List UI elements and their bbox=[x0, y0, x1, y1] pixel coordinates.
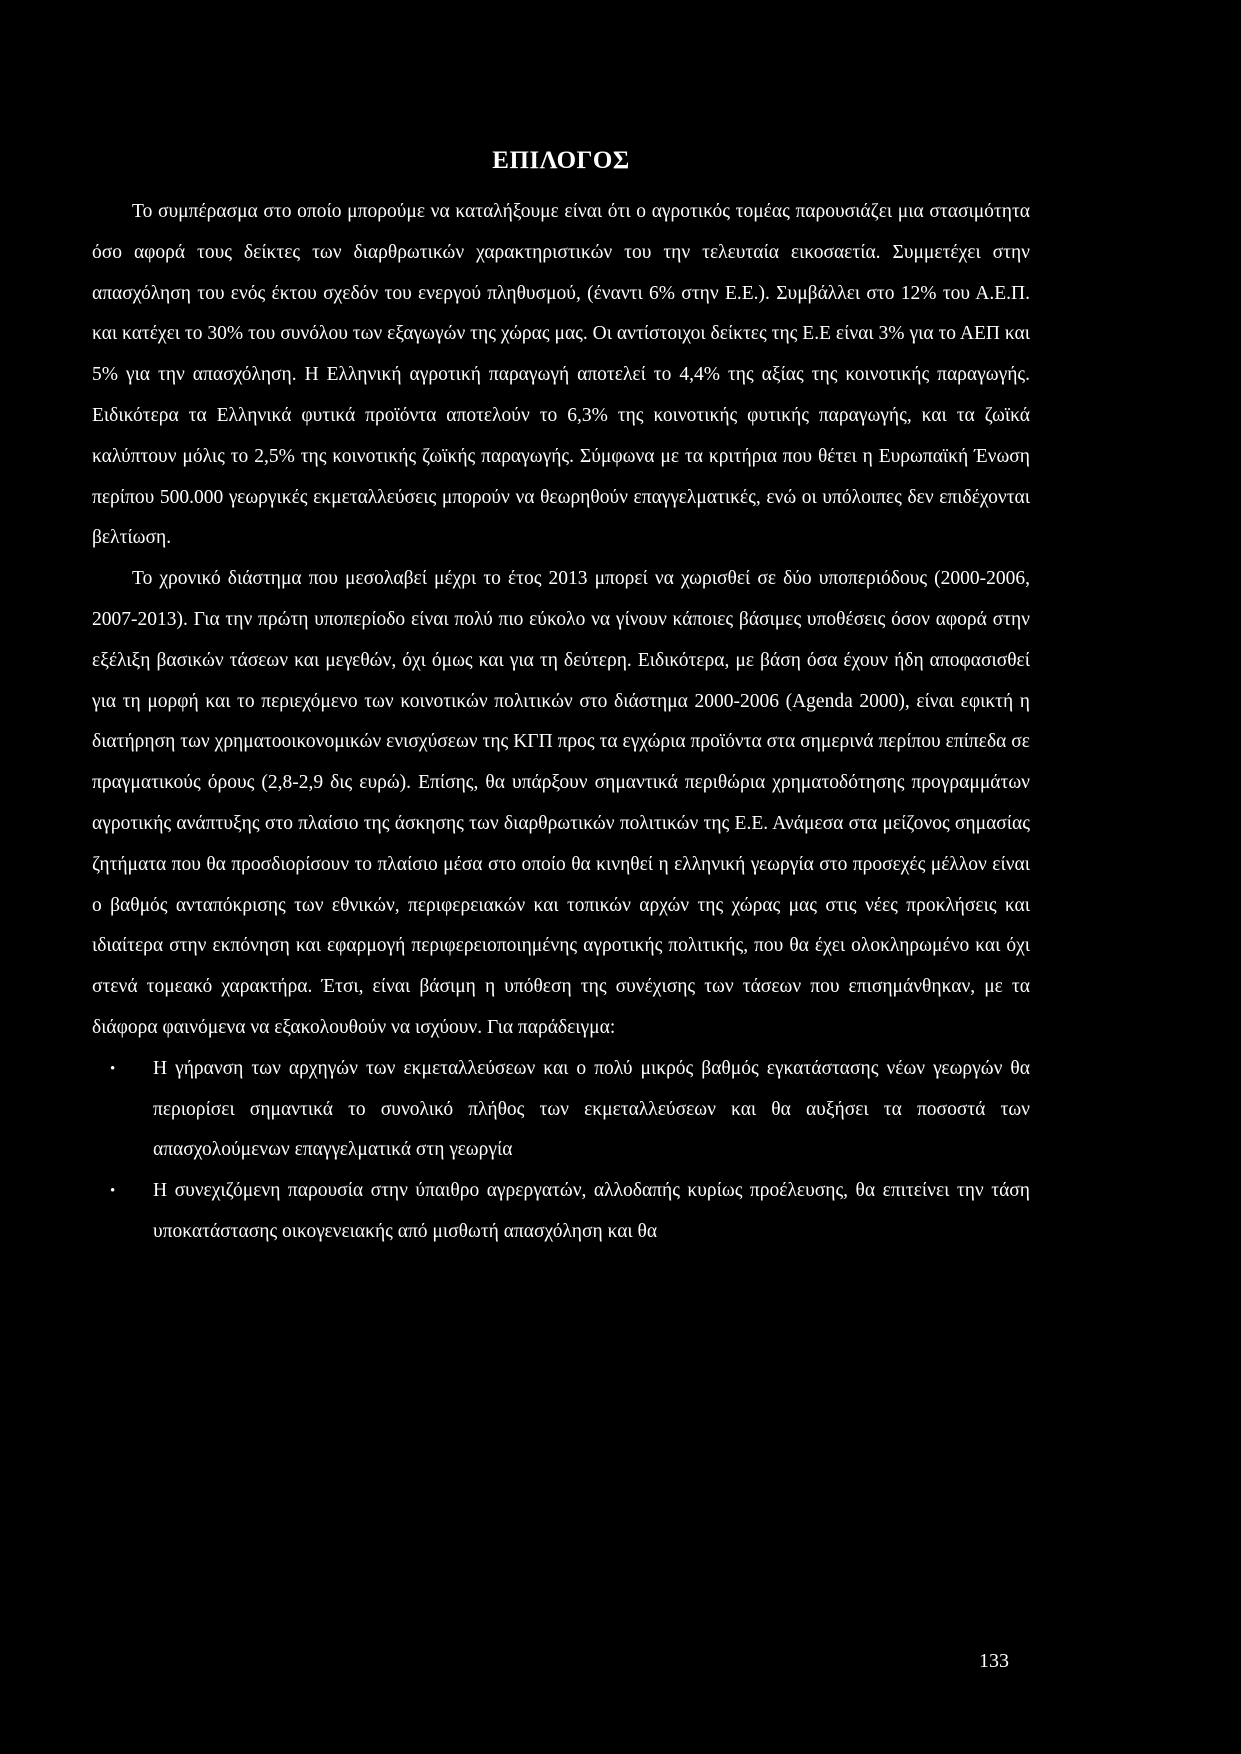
bullet-icon: • bbox=[110, 1060, 116, 1077]
document-title: ΕΠΙΛΟΓΟΣ bbox=[492, 147, 630, 174]
bullet-list bbox=[92, 1049, 1030, 1253]
document-body bbox=[92, 192, 1030, 1253]
bullet-item-text: Η γήρανση των αρχηγών των εκμεταλλεύσεων και ο πολύ μικρός βαθμός εγκατάστασης νέων γεωργών θα περιορίσει σημαντικά το συνολικό πλήθος των εκμεταλλεύσεων και θα αυξήσει τα ποσοστά των απασχολούμενων επαγγελματικά στη γεωργία bbox=[153, 1057, 1030, 1161]
paragraph-2: Το χρονικό διάστημα που μεσολαβεί μέχρι το έτος 2013 μπορεί να χωρισθεί σε δύο υποπεριόδους (2000-2006, 2007-2013). Για την πρώτη υποπερίοδο είναι πολύ πιο εύκολο να γίνουν κάποιες βάσιμες υποθέσεις όσον αφορά στην εξέλιξη βασικών τάσεων και μεγεθών, όχι όμως και για τη δεύτερη. Ειδικότερα, με βάση όσα έχουν ήδη αποφασισθεί για τη μορφή και το περιεχόμενο των κοινοτικών πολιτικών στο διάστημα 2000-2006 (Agenda 2000), είναι εφικτή η διατήρηση των χρηματοοικονομικών ενισχύσεων της ΚΓΠ προς τα εγχώρια προϊόντα στα σημερινά περίπου επίπεδα σε πραγματικούς όρους (2,8-2,9 δις ευρώ). Επίσης, θα υπάρξουν σημαντικά περιθώρια χρηματοδότησης προγραμμάτων αγροτικής ανάπτυξης στο πλαίσιο της άσκησης των διαρθρωτικών πολιτικών της Ε.Ε. Ανάμεσα στα μείζονος σημασίας ζητήματα που θα προσδιορίσουν το πλαίσιο μέσα στο οποίο θα κινηθεί η ελληνική γεωργία στο προσεχές μέλλον είναι ο βαθμός ανταπόκρισης των εθνικών, περιφερειακών και τοπικών αρχών της χώρας μας στις νέες προκλήσεις και ιδιαίτερα στην εκπόνηση και εφαρμογή περιφερειοποιημένης αγροτικής πολιτικής, που θα έχει ολοκληρωμένο και όχι στενά τομεακό χαρακτήρα. Έτσι, είναι βάσιμη η υπόθεση της συνέχισης των τάσεων που επισημάνθηκαν, με τα διάφορα φαινόμενα να εξακολουθούν να ισχύουν. Για παράδειγμα: bbox=[92, 568, 1030, 1038]
paragraph-1: Το συμπέρασμα στο οποίο μπορούμε να καταλήξουμε είναι ότι ο αγροτικός τομέας παρουσιάζει μια στασιμότητα όσο αφορά τους δείκτες των διαρθρωτικών χαρακτηριστικών του την τελευταία εικοσαετία. Συμμετέχει στην απασχόληση του ενός έκτου σχεδόν του ενεργού πληθυσμού, (έναντι 6% στην Ε.Ε.). Συμβάλλει στο 12% του Α.Ε.Π. και κατέχει το 30% του συνόλου των εξαγωγών της χώρας μας. Οι αντίστοιχοι δείκτες της Ε.Ε είναι 3% για το ΑΕΠ και 5% για την απασχόληση. Η Ελληνική αγροτική παραγωγή αποτελεί το 4,4% της αξίας της κοινοτικής παραγωγής. Ειδικότερα τα Ελληνικά φυτικά προϊόντα αποτελούν το 6,3% της κοινοτικής φυτικής παραγωγής, και τα ζωϊκά καλύπτουν μόλις το 2,5% της κοινοτικής ζωϊκής παραγωγής. Σύμφωνα με τα κριτήρια που θέτει η Ευρωπαϊκή Ένωση περίπου 500.000 γεωργικές εκμεταλλεύσεις μπορούν να θεωρηθούν επαγγελματικές, ενώ οι υπόλοιπες δεν επιδέχονται βελτίωση. bbox=[92, 201, 1030, 549]
bullet-item-1 bbox=[92, 1049, 1030, 1171]
document-page bbox=[92, 0, 1030, 1754]
bullet-item-2 bbox=[92, 1171, 1030, 1253]
bullet-item-text: Η συνεχιζόμενη παρουσία στην ύπαιθρο αγρεργατών, αλλοδαπής κυρίως προέλευσης, θα επιτείνει την τάση υποκατάστασης οικογενειακής από μισθωτή απασχόληση και θα bbox=[153, 1180, 1030, 1242]
page-number: 133 bbox=[979, 1650, 1009, 1672]
bullet-icon: • bbox=[110, 1183, 116, 1200]
